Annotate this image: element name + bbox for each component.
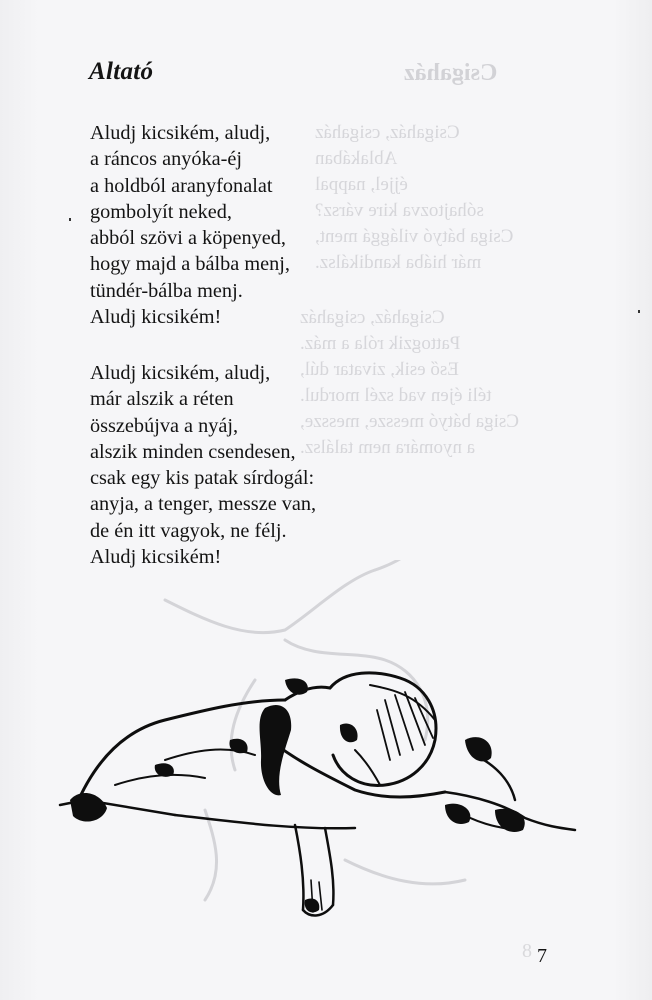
show-through-line: a nyomára nem találsz. <box>300 437 476 458</box>
poem-line: összebújva a nyáj, <box>90 414 239 437</box>
show-through-stanza-1 <box>315 120 513 276</box>
page-number: 7 <box>537 945 547 967</box>
poem-stanza-1 <box>90 120 290 330</box>
poem-line: anyja, a tenger, messze van, <box>90 493 317 516</box>
poem-line: de én itt vagyok, ne félj. <box>90 519 287 542</box>
poem-line: a holdból aranyfonalat <box>90 174 273 197</box>
poem-line: gombolyít neked, <box>90 200 232 223</box>
poem-title: Altató <box>89 58 154 85</box>
poem-line: a ráncos anyóka-éj <box>90 148 243 171</box>
poem-stanza-2 <box>90 360 316 570</box>
poem-line: hogy majd a bálba menj, <box>90 253 290 276</box>
poem-line: csak egy kis patak sírdogál: <box>90 467 315 490</box>
show-through-line: téli éjen vad szél mordul. <box>300 385 492 406</box>
show-through-line: Csigaház, csigaház <box>300 307 445 328</box>
poem-line: Aludj kicsikém! <box>90 546 222 569</box>
show-through-line: Ablakában <box>315 148 398 169</box>
scan-speck <box>69 218 71 221</box>
poem-line: Aludj kicsikém! <box>90 306 222 329</box>
show-through-line: már hiába kandikálsz. <box>315 252 482 273</box>
show-through-line: éjjel, nappal <box>315 174 408 195</box>
show-through-stanza-2 <box>300 305 519 461</box>
show-through-title: Csigaház <box>404 60 498 86</box>
show-through-page-number: 8 <box>522 940 532 962</box>
scan-speck <box>638 310 640 313</box>
poem-line: alszik minden csendesen, <box>90 440 296 463</box>
poem-line: Aludj kicsikém, aludj, <box>90 122 271 144</box>
show-through-line: Pattogzik róla a máz. <box>300 333 461 354</box>
show-through-line: Csiga bátyó messze, messze, <box>300 411 519 432</box>
show-through-line: Csiga bátyó világgá ment, <box>315 226 514 247</box>
show-through-line: Eső esik, zivatar dúl, <box>300 359 459 380</box>
poem-line: Aludj kicsikém, aludj, <box>90 362 271 384</box>
show-through-line: sóhajtozva kire vársz? <box>315 200 484 221</box>
poem-line: tündér-bálba menj. <box>90 279 243 302</box>
poem-line: már alszik a réten <box>90 388 234 411</box>
poem-line: abból szövi a köpenyed, <box>90 227 286 250</box>
show-through-line: Csigaház, csigaház <box>315 122 460 143</box>
sleeping-figure-illustration <box>55 560 595 940</box>
